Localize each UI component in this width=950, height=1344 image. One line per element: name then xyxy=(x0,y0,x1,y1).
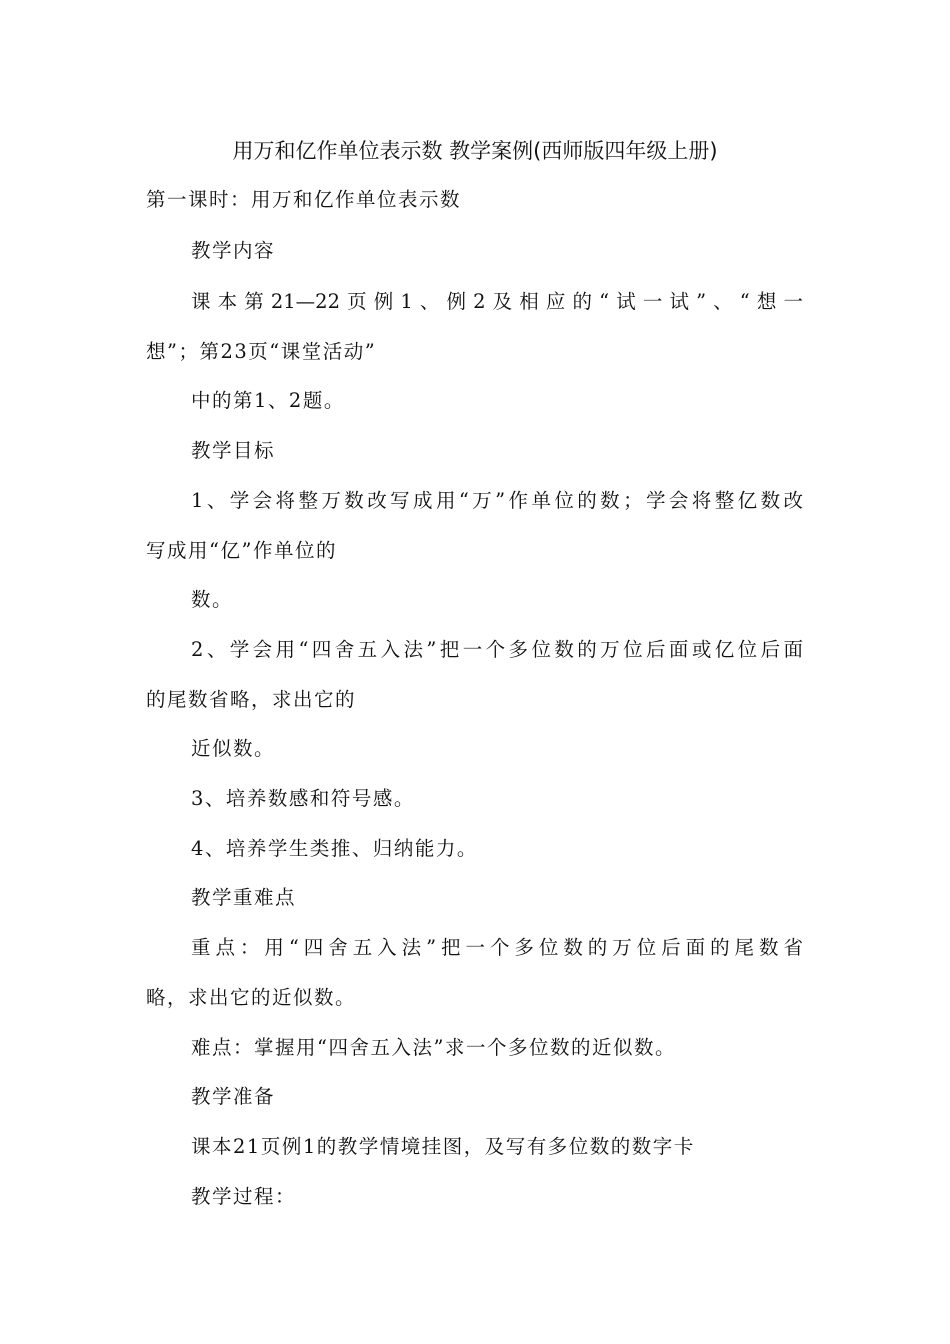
paragraph-line: 课本第21—22页例1、例2及相应的“试一试”、“想一 xyxy=(191,290,803,313)
section-heading-content: 教学内容 xyxy=(191,239,276,262)
paragraph-line: 中的第1、2题。 xyxy=(191,389,345,412)
paragraph-line: 略，求出它的近似数。 xyxy=(146,986,357,1009)
paragraph-line: 数。 xyxy=(191,588,234,611)
paragraph-line: 重点：用“四舍五入法”把一个多位数的万位后面的尾数省 xyxy=(191,936,803,959)
paragraph-line: 1、学会将整万数改写成用“万”作单位的数；学会将整亿数改 xyxy=(191,489,803,512)
paragraph-line: 近似数。 xyxy=(191,737,276,760)
document-title: 用万和亿作单位表示数 教学案例(西师版四年级上册) xyxy=(232,139,718,163)
paragraph-line: 3、培养数感和符号感。 xyxy=(191,787,415,810)
section-heading-key-points: 教学重难点 xyxy=(191,886,297,909)
paragraph-line: 2、学会用“四舍五入法”把一个多位数的万位后面或亿位后面 xyxy=(191,638,803,661)
paragraph-line: 的尾数省略，求出它的 xyxy=(146,688,357,711)
paragraph-line: 难点：掌握用“四舍五入法”求一个多位数的近似数。 xyxy=(191,1036,676,1059)
lesson-heading: 第一课时：用万和亿作单位表示数 xyxy=(146,188,462,211)
section-heading-preparation: 教学准备 xyxy=(191,1085,276,1108)
paragraph-line: 写成用“亿”作单位的 xyxy=(146,539,337,562)
section-heading-process: 教学过程： xyxy=(191,1185,297,1208)
paragraph-line: 课本21页例1的教学情境挂图，及写有多位数的数字卡 xyxy=(191,1135,695,1158)
paragraph-line: 想”；第23页“课堂活动” xyxy=(146,340,377,363)
paragraph-line: 4、培养学生类推、归纳能力。 xyxy=(191,837,478,860)
section-heading-goals: 教学目标 xyxy=(191,439,276,462)
